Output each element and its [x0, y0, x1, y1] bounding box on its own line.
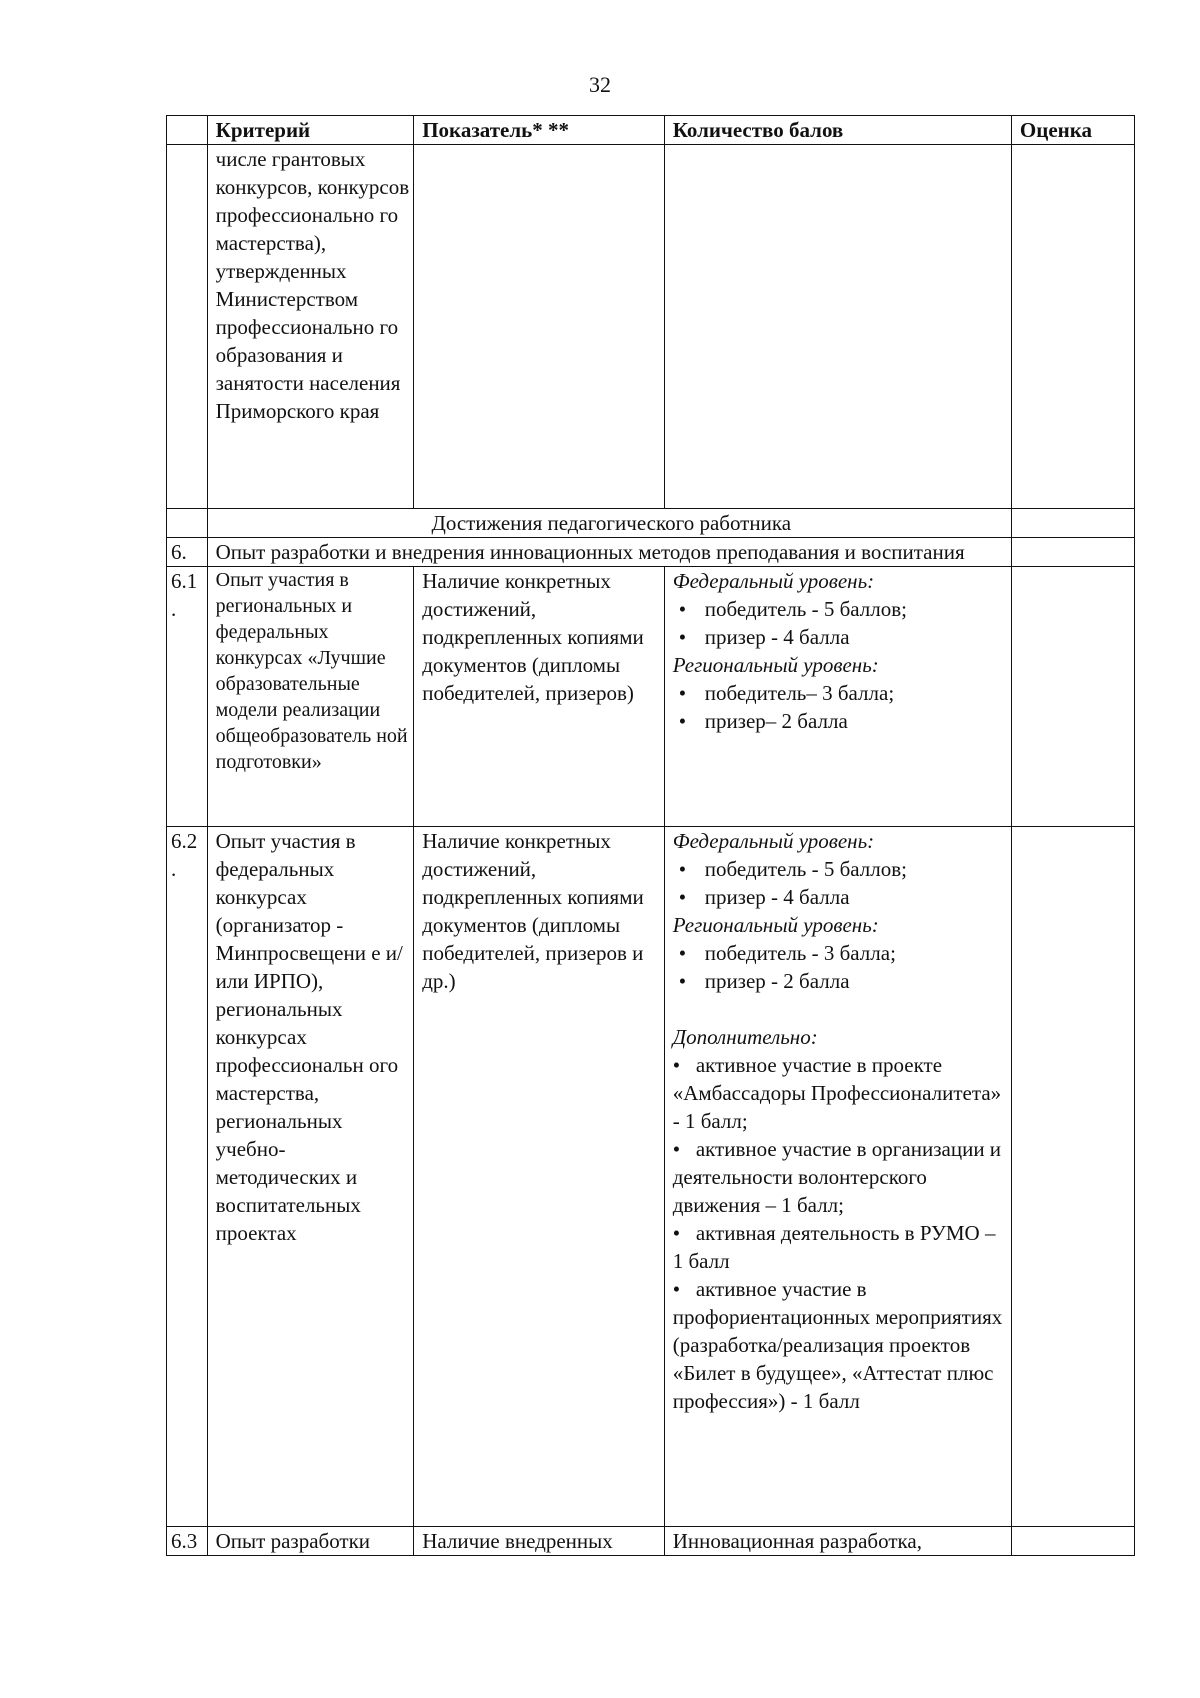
list-item: • призер - 4 балла — [673, 883, 1007, 911]
list-item: • призер - 4 балла — [673, 623, 1007, 651]
row-6-2-federal-label: Федеральный уровень: — [672, 829, 875, 853]
row-6-1-points — [664, 567, 1011, 827]
row-6-2-regional-label: Региональный уровень: — [672, 913, 879, 937]
list-item: • активное участие в организации и деятельности волонтерского движения – 1 балл; — [673, 1135, 1007, 1219]
row-6-2-criterion: Опыт участия в федеральных конкурсах (организатор - Минпросвещени е и/или ИРПО), региональных конкурсах профессиональн ого мастерства, региональных учебно-методических и воспитательных проектах — [207, 827, 414, 1527]
list-item: • активное участие в профориентационных мероприятиях (разработка/реализация проектов «Билет в будущее», «Аттестат плюс профессия») - 1 балл — [673, 1275, 1007, 1415]
table-row-continued — [167, 145, 1135, 509]
continued-criterion: числе грантовых конкурсов, конкурсов профессионально го мастерства), утвержденных Министерством профессионально го образования и занятости населения Приморского края — [207, 145, 414, 509]
row-6-3-number: 6.3 — [167, 1527, 208, 1556]
list-item: • призер– 2 балла — [673, 707, 1007, 735]
header-number — [167, 116, 208, 145]
row-6-text: Опыт разработки и внедрения инновационных методов преподавания и воспитания — [207, 538, 1011, 567]
row-6-2-extra-label: Дополнительно: — [672, 1025, 818, 1049]
list-item: • победитель - 3 балла; — [673, 939, 1007, 967]
list-item: • победитель - 5 баллов; — [673, 855, 1007, 883]
header-indicator: Показатель* ** — [414, 116, 665, 145]
row-6-2-points — [664, 827, 1011, 1527]
row-6-number: 6. — [167, 538, 208, 567]
header-criterion: Критерий — [207, 116, 414, 145]
criteria-table — [166, 115, 1135, 1556]
row-6-3-points: Инновационная разработка, — [664, 1527, 1011, 1556]
row-6-1-regional-label: Региональный уровень: — [672, 653, 879, 677]
table-row-6 — [167, 538, 1135, 567]
section-title: Достижения педагогического работника — [207, 509, 1011, 538]
row-6-2-number: 6.2 . — [167, 827, 208, 1527]
table-row-6-3 — [167, 1527, 1135, 1556]
list-item: • призер - 2 балла — [673, 967, 1007, 995]
row-6-1-criterion: Опыт участия в региональных и федеральных конкурсах «Лучшие образовательные модели реализации общеобразователь ной подготовки» — [207, 567, 414, 827]
table-row-6-1 — [167, 567, 1135, 827]
row-6-3-indicator: Наличие внедренных — [414, 1527, 665, 1556]
section-row — [167, 509, 1135, 538]
row-6-2-indicator: Наличие конкретных достижений, подкрепленных копиями документов (дипломы победителей, призеров и др.) — [414, 827, 665, 1527]
table-header-row — [167, 116, 1135, 145]
list-item: • активная деятельность в РУМО – 1 балл — [673, 1219, 1007, 1275]
list-item: • активное участие в проекте «Амбассадоры Профессионалитета» - 1 балл; — [673, 1051, 1007, 1135]
list-item: • победитель– 3 балла; — [673, 679, 1007, 707]
row-6-1-number: 6.1 . — [167, 567, 208, 827]
table-row-6-2 — [167, 827, 1135, 1527]
list-item: • победитель - 5 баллов; — [673, 595, 1007, 623]
page-number: 32 — [589, 72, 611, 97]
row-6-1-federal-label: Федеральный уровень: — [672, 569, 875, 593]
row-6-1-indicator: Наличие конкретных достижений, подкрепленных копиями документов (дипломы победителей, призеров) — [414, 567, 665, 827]
header-score: Оценка — [1011, 116, 1134, 145]
header-points: Количество балов — [664, 116, 1011, 145]
row-6-3-criterion: Опыт разработки — [207, 1527, 414, 1556]
